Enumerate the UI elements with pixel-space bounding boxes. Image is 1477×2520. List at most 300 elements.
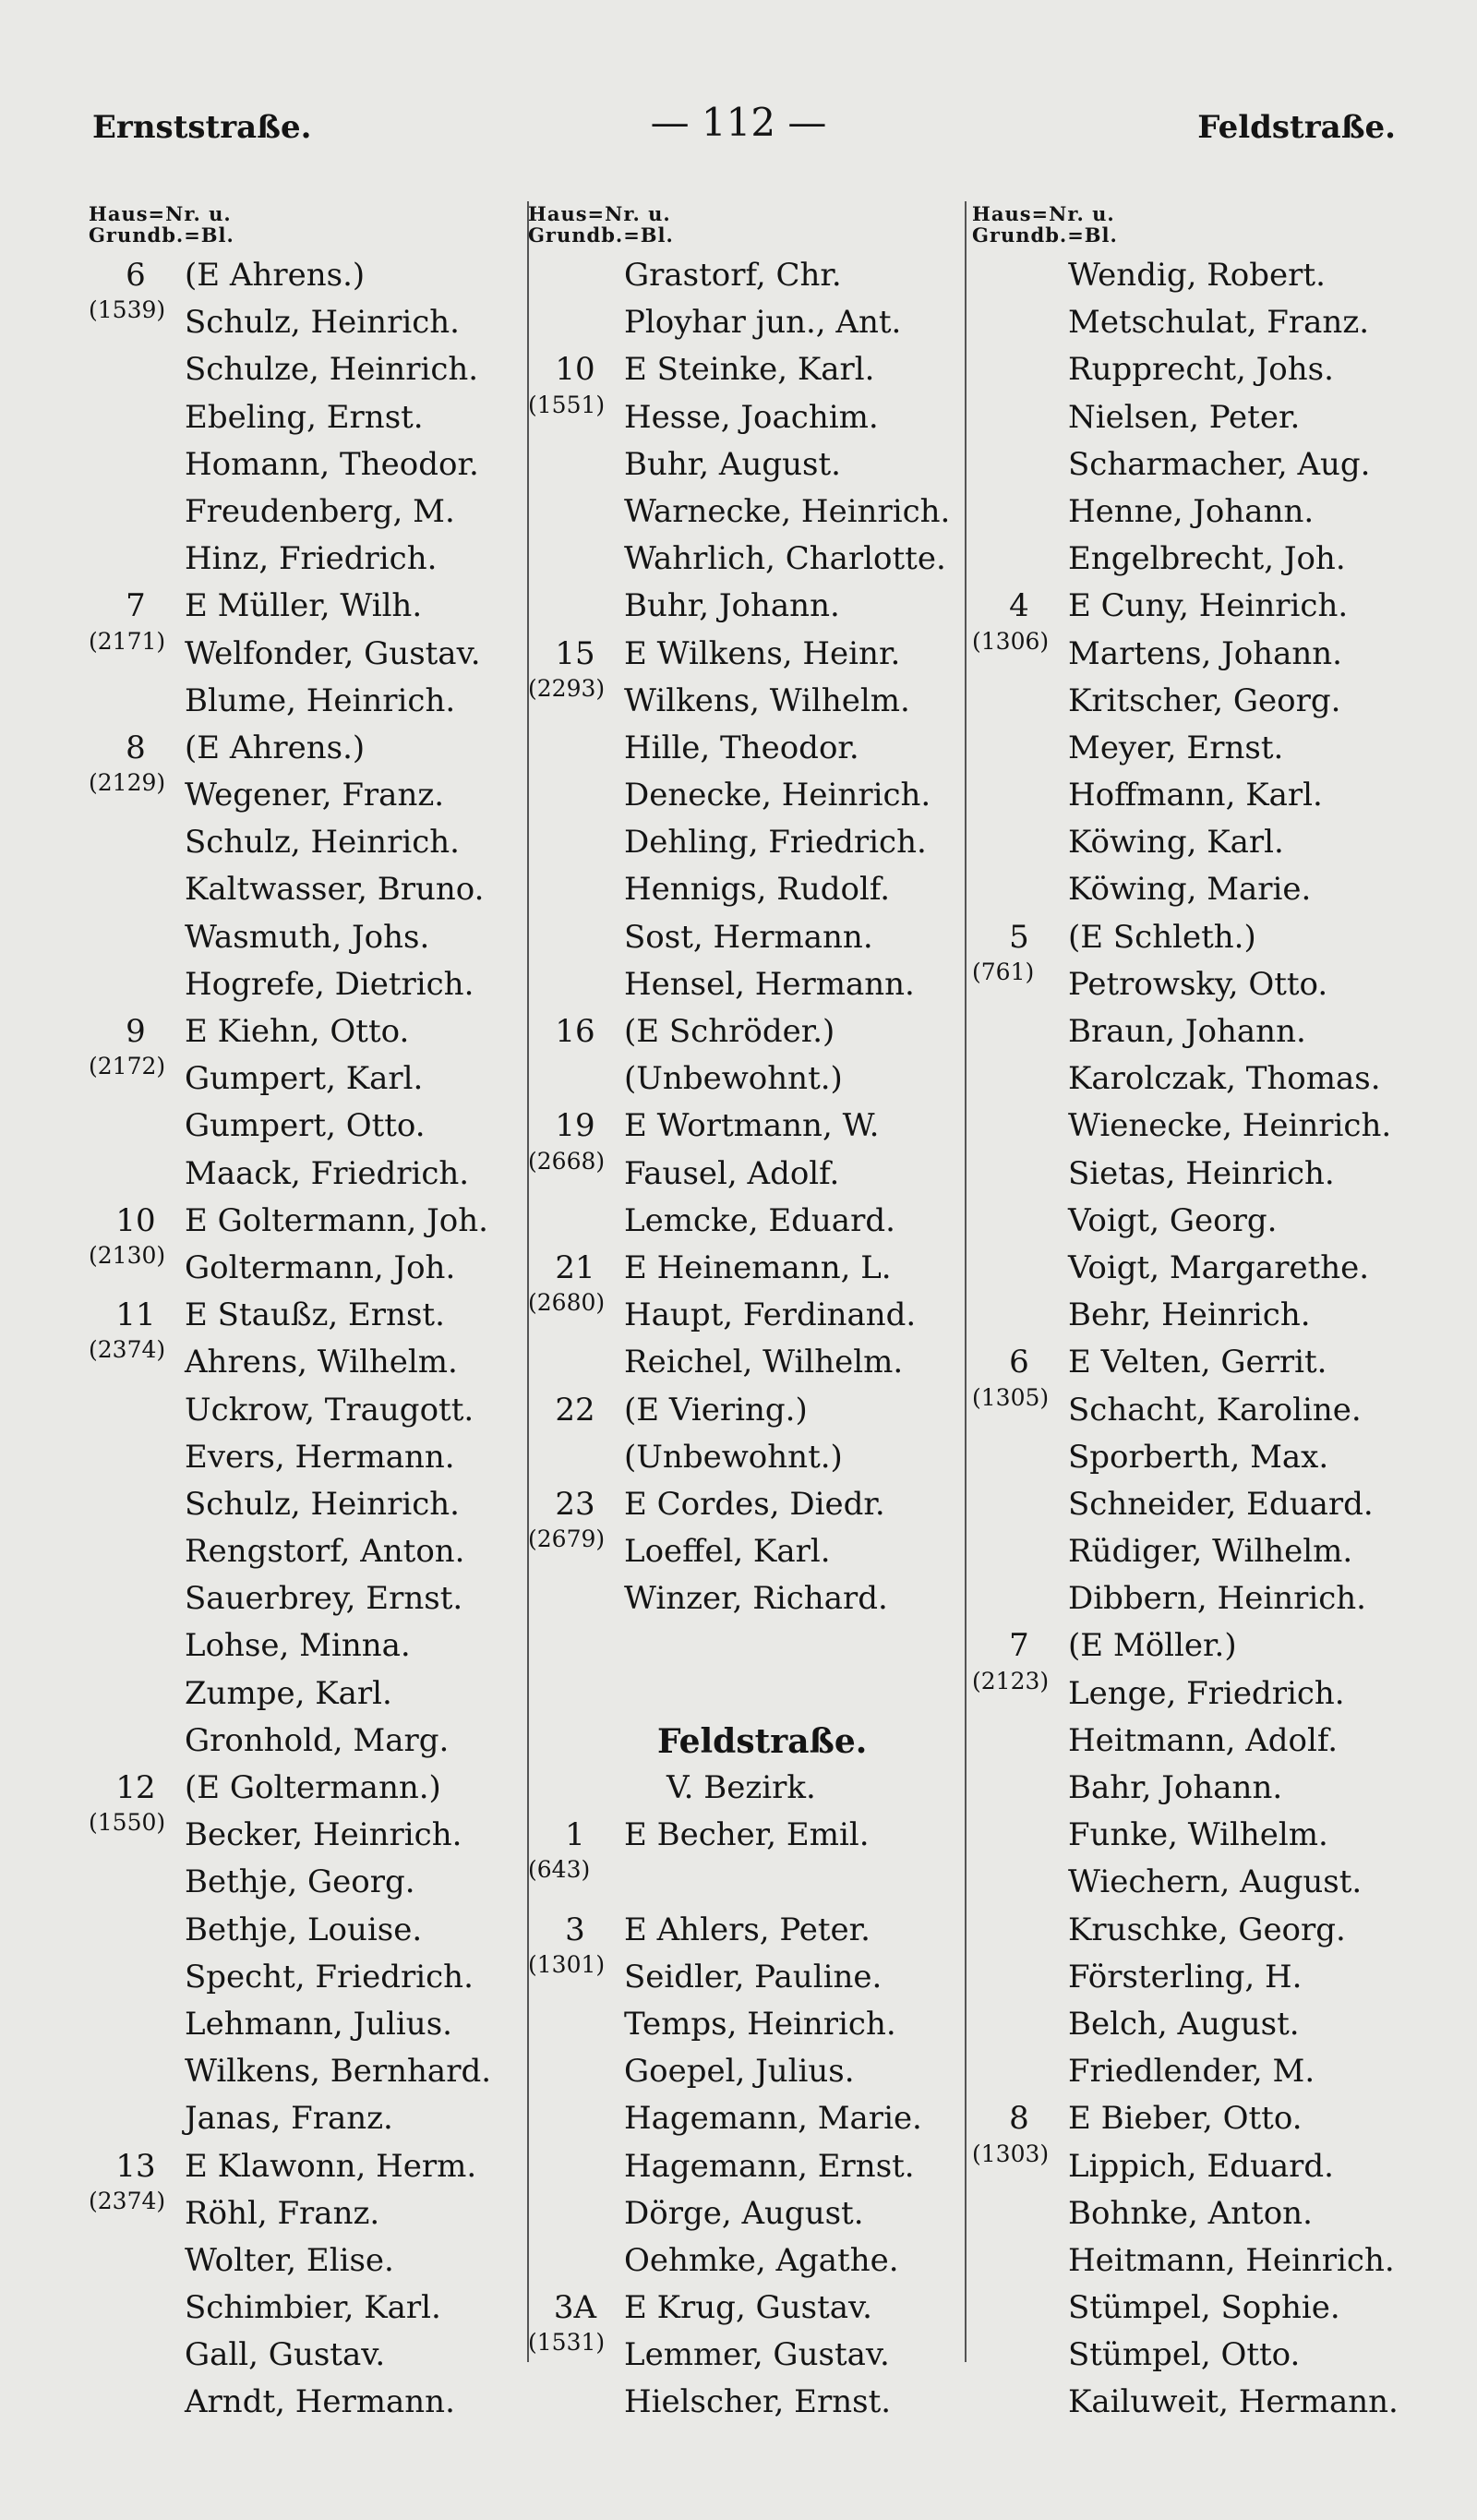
list-item [89, 2331, 532, 2378]
resident-entry: Sauerbrey, Ernst. [185, 1580, 463, 1618]
resident-entry: Lemcke, Eduard. [624, 1201, 895, 1239]
list-item [972, 960, 1406, 1007]
resident-entry: Seidler, Pauline. [624, 1958, 883, 1996]
resident-entry: Sietas, Heinrich. [1068, 1154, 1335, 1192]
resident-entry: Voigt, Margarethe. [1068, 1248, 1370, 1286]
house-number: 8 [1009, 2100, 1029, 2138]
list-item [528, 724, 962, 771]
list-item [528, 440, 962, 488]
list-item [89, 1717, 532, 1764]
house-number: (2293) [528, 674, 606, 702]
resident-entry: Schneider, Eduard. [1068, 1485, 1374, 1523]
house-number: 3A [553, 2289, 597, 2327]
resident-entry: E Müller, Wilh. [185, 587, 423, 625]
resident-entry: (E Ahrens.) [185, 257, 366, 294]
house-number: 10 [555, 351, 595, 389]
resident-entry: Wasmuth, Johs. [185, 918, 430, 956]
resident-entry: Arndt, Hermann. [185, 2383, 455, 2421]
list-item [528, 913, 962, 960]
list-item [972, 1953, 1406, 2000]
list-item [89, 251, 532, 298]
list-item [528, 1574, 962, 1622]
house-number: 13 [115, 2147, 156, 2185]
resident-entry: Goltermann, Joh. [185, 1248, 456, 1286]
list-item [89, 1433, 532, 1480]
list-item [89, 1858, 532, 1905]
house-number: 15 [555, 634, 595, 672]
column-header [972, 203, 1406, 246]
resident-entry: Rupprecht, Johs. [1068, 351, 1334, 389]
column-header-line: Grundb.=Bl. [89, 223, 234, 247]
resident-entry: (Unbewohnt.) [624, 1438, 843, 1476]
resident-entry: (Unbewohnt.) [624, 1060, 843, 1098]
resident-entry: E Wortmann, W. [624, 1107, 880, 1145]
house-number: (2374) [89, 1336, 166, 1364]
list-item [972, 440, 1406, 488]
list-item [972, 627, 1406, 677]
resident-entry: Bethje, Louise. [185, 1911, 423, 1948]
list-item [528, 1291, 962, 1338]
resident-entry: Kailuweit, Hermann. [1068, 2383, 1399, 2421]
resident-entry: Maack, Friedrich. [185, 1154, 470, 1192]
resident-entry: Wienecke, Heinrich. [1068, 1107, 1392, 1145]
list-item [89, 1953, 532, 2000]
list-item [972, 1574, 1406, 1622]
resident-entry: Zumpe, Karl. [185, 1674, 392, 1712]
resident-entry: Metschulat, Franz. [1068, 304, 1370, 342]
resident-entry: Freudenberg, M. [185, 492, 455, 530]
list-item [89, 2378, 532, 2425]
resident-entry: Ebeling, Ernst. [185, 398, 424, 436]
resident-entry: Loeffel, Karl. [624, 1533, 831, 1571]
list-item [528, 2237, 962, 2284]
list-item [528, 1338, 962, 1385]
list-item [89, 1197, 532, 1244]
list-item [89, 627, 532, 677]
list-item [528, 1433, 962, 1480]
resident-entry: Petrowsky, Otto. [1068, 965, 1328, 1003]
list-item [89, 2237, 532, 2284]
resident-entry: E Steinke, Karl. [624, 351, 875, 389]
resident-entry: Lohse, Minna. [185, 1627, 411, 1665]
list-item [972, 2094, 1406, 2141]
resident-entry: E Klawonn, Herm. [185, 2147, 477, 2185]
house-number: 22 [555, 1391, 595, 1429]
list-item [89, 582, 532, 629]
list-item [972, 1291, 1406, 1338]
resident-entry: Bethje, Georg. [185, 1863, 415, 1901]
resident-entry: Grastorf, Chr. [624, 257, 842, 294]
resident-entry: (E Viering.) [624, 1391, 808, 1429]
resident-entry: (E Ahrens.) [185, 729, 366, 766]
resident-entry: Voigt, Georg. [1068, 1201, 1278, 1239]
house-number: 9 [126, 1013, 146, 1050]
resident-entry: Karolczak, Thomas. [1068, 1060, 1381, 1098]
list-item [89, 2094, 532, 2141]
list-item [89, 1150, 532, 1197]
resident-entry: Wolter, Elise. [185, 2241, 394, 2279]
house-number: 7 [1009, 1627, 1029, 1665]
resident-entry: Ployhar jun., Ant. [624, 304, 902, 342]
list-item [89, 724, 532, 771]
resident-entry: Wegener, Franz. [185, 777, 445, 814]
house-number: (1551) [528, 391, 606, 418]
house-number: (2679) [528, 1525, 606, 1553]
list-item [89, 535, 532, 582]
house-number: 16 [555, 1013, 595, 1050]
resident-entry: Oehmke, Agathe. [624, 2241, 899, 2279]
resident-entry: Lehmann, Julius. [185, 2005, 452, 2043]
house-number: (2129) [89, 769, 166, 797]
house-number: (1305) [972, 1383, 1050, 1411]
resident-entry: E Kiehn, Otto. [185, 1013, 410, 1050]
list-item [972, 818, 1406, 865]
resident-entry: Gumpert, Otto. [185, 1107, 426, 1145]
resident-entry: Uckrow, Traugott. [185, 1391, 474, 1429]
house-number: (2171) [89, 627, 166, 655]
column-header-line: Grundb.=Bl. [528, 223, 674, 247]
resident-entry: Kaltwasser, Bruno. [185, 871, 485, 909]
list-item [528, 2142, 962, 2189]
list-item [972, 865, 1406, 912]
list-item [972, 1244, 1406, 1291]
resident-entry: Wendig, Robert. [1068, 257, 1326, 294]
resident-entry: E Cuny, Heinrich. [1068, 587, 1349, 625]
resident-entry: Hinz, Friedrich. [185, 540, 438, 578]
list-item [972, 535, 1406, 582]
house-number: 21 [555, 1248, 595, 1286]
resident-entry: Hesse, Joachim. [624, 398, 879, 436]
street-title: Feldstraße. [657, 1721, 868, 1761]
column-header-line: Grundb.=Bl. [972, 223, 1118, 247]
house-number: (1306) [972, 627, 1050, 655]
resident-entry: Engelbrecht, Joh. [1068, 540, 1346, 578]
resident-entry: Wahrlich, Charlotte. [624, 540, 946, 578]
house-number: 19 [555, 1107, 595, 1145]
list-item [89, 2047, 532, 2094]
district-label: V. Bezirk. [666, 1769, 816, 1806]
list-item [972, 582, 1406, 629]
resident-entry: Schulz, Heinrich. [185, 304, 460, 342]
resident-entry: Kruschke, Georg. [1068, 1911, 1346, 1948]
list-item [972, 393, 1406, 440]
resident-entry: Wiechern, August. [1068, 1863, 1363, 1901]
list-item [972, 345, 1406, 392]
resident-entry: (E Schleth.) [1068, 918, 1256, 956]
house-number: 6 [1009, 1344, 1029, 1381]
list-item [528, 393, 962, 440]
resident-entry: Hille, Theodor. [624, 729, 859, 766]
column-1 [89, 203, 532, 2426]
list-item [89, 1102, 532, 1149]
resident-entry: Köwing, Marie. [1068, 871, 1312, 909]
resident-entry: Hielscher, Ernst. [624, 2383, 892, 2421]
list-item [972, 1717, 1406, 1764]
column-header-line: Haus=Nr. u. [528, 202, 671, 225]
page-number: — 112 — [650, 100, 827, 145]
list-item [528, 1858, 962, 1905]
list-item [972, 1480, 1406, 1527]
list-item [528, 1717, 962, 1764]
resident-entry: Hagemann, Ernst. [624, 2147, 915, 2185]
list-item [528, 2331, 962, 2378]
house-number: 12 [115, 1769, 156, 1806]
list-item [528, 2189, 962, 2237]
list-item [528, 1622, 962, 1669]
list-item [972, 771, 1406, 818]
resident-entry: Denecke, Heinrich. [624, 777, 931, 814]
list-item [528, 298, 962, 345]
list-item [528, 1147, 962, 1197]
list-item [89, 440, 532, 488]
list-item [89, 2000, 532, 2047]
list-item [528, 1102, 962, 1149]
house-number: 5 [1009, 918, 1029, 956]
house-number: (2123) [972, 1667, 1050, 1694]
list-item [528, 1197, 962, 1244]
list-item [528, 771, 962, 818]
list-item [972, 724, 1406, 771]
list-item [972, 1055, 1406, 1102]
resident-entry: Hensel, Hermann. [624, 965, 915, 1003]
list-item [89, 677, 532, 724]
running-head-left: Ernststraße. [92, 109, 312, 146]
resident-entry: Försterling, H. [1068, 1958, 1303, 1996]
resident-entry: (E Schröder.) [624, 1013, 835, 1050]
resident-entry: Hogrefe, Dietrich. [185, 965, 474, 1003]
list-item [89, 1386, 532, 1433]
resident-entry: Belch, August. [1068, 2005, 1300, 2043]
house-number: 11 [115, 1296, 156, 1334]
resident-entry: Schacht, Karoline. [1068, 1391, 1362, 1429]
list-item [89, 913, 532, 960]
resident-entry: Ahrens, Wilhelm. [185, 1344, 458, 1381]
resident-entry: Lippich, Eduard. [1068, 2147, 1334, 2185]
list-item [972, 1102, 1406, 1149]
list-item [972, 1764, 1406, 1811]
list-item [89, 1764, 532, 1811]
resident-entry: Meyer, Ernst. [1068, 729, 1284, 766]
list-item [89, 865, 532, 912]
column-header [528, 203, 962, 246]
list-item [528, 1244, 962, 1291]
resident-entry: Martens, Johann. [1068, 634, 1342, 672]
resident-entry: Rüdiger, Wilhelm. [1068, 1533, 1353, 1571]
resident-entry: Gumpert, Karl. [185, 1060, 424, 1098]
list-item [89, 488, 532, 535]
list-item [972, 1338, 1406, 1385]
resident-entry: Schulz, Heinrich. [185, 1485, 460, 1523]
list-item [972, 251, 1406, 298]
house-number: (761) [972, 958, 1035, 985]
resident-entry: Wilkens, Wilhelm. [624, 681, 910, 719]
list-item [528, 488, 962, 535]
resident-entry: (E Goltermann.) [185, 1769, 441, 1806]
resident-entry: Buhr, August. [624, 445, 841, 483]
column-header-line: Haus=Nr. u. [89, 202, 232, 225]
resident-entry: Warnecke, Heinrich. [624, 492, 951, 530]
list-item [528, 960, 962, 1007]
list-item [972, 2331, 1406, 2378]
resident-entry: Dörge, August. [624, 2194, 864, 2232]
resident-entry: Temps, Heinrich. [624, 2005, 896, 2043]
list-item [972, 1383, 1406, 1433]
list-item [89, 1811, 532, 1858]
list-item [89, 1007, 532, 1055]
house-number: (2172) [89, 1053, 166, 1080]
list-item [972, 2189, 1406, 2237]
list-item [528, 2047, 962, 2094]
list-item [972, 2378, 1406, 2425]
house-number: (1550) [89, 1809, 166, 1837]
column-header-line: Haus=Nr. u. [972, 202, 1115, 225]
house-number: (1539) [89, 296, 166, 324]
resident-entry: Lemmer, Gustav. [624, 2336, 890, 2374]
resident-entry: Lenge, Friedrich. [1068, 1674, 1345, 1712]
resident-entry: Fausel, Adolf. [624, 1154, 840, 1192]
list-item [89, 345, 532, 392]
resident-entry: Hagemann, Marie. [624, 2100, 922, 2138]
resident-entry: E Krug, Gustav. [624, 2289, 872, 2327]
resident-entry: Friedlender, M. [1068, 2053, 1315, 2091]
list-item [528, 2000, 962, 2047]
list-item [528, 1670, 962, 1717]
list-item [972, 1906, 1406, 1953]
list-item [89, 1906, 532, 1953]
resident-entry: Welfonder, Gustav. [185, 634, 481, 672]
resident-entry: Heitmann, Heinrich. [1068, 2241, 1395, 2279]
resident-entry: Bahr, Johann. [1068, 1769, 1283, 1806]
list-item [528, 1906, 962, 1953]
list-item [972, 677, 1406, 724]
list-item [972, 2142, 1406, 2189]
resident-entry: E Goltermann, Joh. [185, 1201, 488, 1239]
resident-entry: Buhr, Johann. [624, 587, 840, 625]
resident-entry: Schulz, Heinrich. [185, 824, 460, 862]
resident-entry: Gall, Gustav. [185, 2336, 386, 2374]
list-item [89, 960, 532, 1007]
house-number: (1303) [972, 2140, 1050, 2167]
resident-entry: E Velten, Gerrit. [1068, 1344, 1327, 1381]
list-item [89, 771, 532, 818]
resident-entry: Hoffmann, Karl. [1068, 777, 1323, 814]
list-item [972, 1811, 1406, 1858]
list-item [89, 2284, 532, 2331]
resident-entry: Winzer, Richard. [624, 1580, 888, 1618]
house-number: 3 [565, 1911, 585, 1948]
list-item [528, 2094, 962, 2141]
list-item [89, 1055, 532, 1102]
list-item [89, 1480, 532, 1527]
resident-entry: Schimbier, Karl. [185, 2289, 441, 2327]
list-item [89, 1622, 532, 1669]
resident-entry: Sporberth, Max. [1068, 1438, 1329, 1476]
resident-entry: Henne, Johann. [1068, 492, 1315, 530]
list-item [528, 1386, 962, 1433]
house-number: 8 [126, 729, 146, 766]
list-item [528, 1527, 962, 1574]
list-item [972, 1433, 1406, 1480]
house-number: 10 [115, 1201, 156, 1239]
column-2 [528, 203, 962, 2426]
list-item [528, 2378, 962, 2425]
resident-entry: Goepel, Julius. [624, 2053, 855, 2091]
list-item [528, 1950, 962, 2000]
resident-entry: E Staußz, Ernst. [185, 1296, 445, 1334]
house-number: (2680) [528, 1289, 606, 1317]
house-number: 7 [126, 587, 146, 625]
list-item [528, 865, 962, 912]
list-item [528, 251, 962, 298]
list-item [89, 1574, 532, 1622]
list-item [972, 2237, 1406, 2284]
column-header [89, 203, 532, 246]
list-item [972, 1622, 1406, 1669]
resident-entry: Janas, Franz. [185, 2100, 393, 2138]
house-number: 6 [126, 257, 146, 294]
house-number: (1531) [528, 2329, 606, 2357]
list-item [972, 298, 1406, 345]
house-number: 1 [565, 1816, 585, 1854]
list-item [972, 1150, 1406, 1197]
resident-entry: E Becher, Emil. [624, 1816, 870, 1854]
house-number: (2668) [528, 1147, 606, 1175]
list-item [89, 1527, 532, 1574]
list-item [528, 1764, 962, 1811]
list-item [89, 818, 532, 865]
resident-entry: Wilkens, Bernhard. [185, 2053, 492, 2091]
list-item [528, 630, 962, 677]
resident-entry: Evers, Hermann. [185, 1438, 455, 1476]
house-number: 23 [555, 1485, 595, 1523]
resident-entry: Kritscher, Georg. [1068, 681, 1341, 719]
resident-entry: Becker, Heinrich. [185, 1816, 462, 1854]
resident-entry: Gronhold, Marg. [185, 1721, 450, 1759]
list-item [972, 1858, 1406, 1905]
resident-entry: Blume, Heinrich. [185, 681, 456, 719]
house-number: 4 [1009, 587, 1029, 625]
list-item [89, 1670, 532, 1717]
list-item [972, 2000, 1406, 2047]
list-item [972, 913, 1406, 960]
resident-entry: E Wilkens, Heinr. [624, 634, 901, 672]
list-item [972, 1007, 1406, 1055]
resident-entry: E Bieber, Otto. [1068, 2100, 1303, 2138]
resident-entry: Funke, Wilhelm. [1068, 1816, 1328, 1854]
list-item [972, 2047, 1406, 2094]
list-item [89, 1241, 532, 1291]
resident-entry: Röhl, Franz. [185, 2194, 380, 2232]
resident-entry: Heitmann, Adolf. [1068, 1721, 1339, 1759]
list-item [89, 1338, 532, 1385]
list-item [528, 1055, 962, 1102]
resident-entry: Nielsen, Peter. [1068, 398, 1301, 436]
resident-entry: Hennigs, Rudolf. [624, 871, 891, 909]
list-item [89, 2189, 532, 2237]
list-item [528, 1480, 962, 1527]
list-item [528, 345, 962, 392]
resident-entry: Sost, Hermann. [624, 918, 873, 956]
list-item [528, 2284, 962, 2331]
resident-entry: Scharmacher, Aug. [1068, 445, 1371, 483]
resident-entry: Haupt, Ferdinand. [624, 1296, 917, 1334]
column-divider [965, 201, 967, 2362]
house-number: (1301) [528, 1950, 606, 1978]
resident-entry: Köwing, Karl. [1068, 824, 1284, 862]
list-item [972, 1197, 1406, 1244]
list-item [972, 2284, 1406, 2331]
resident-entry: E Cordes, Diedr. [624, 1485, 885, 1523]
